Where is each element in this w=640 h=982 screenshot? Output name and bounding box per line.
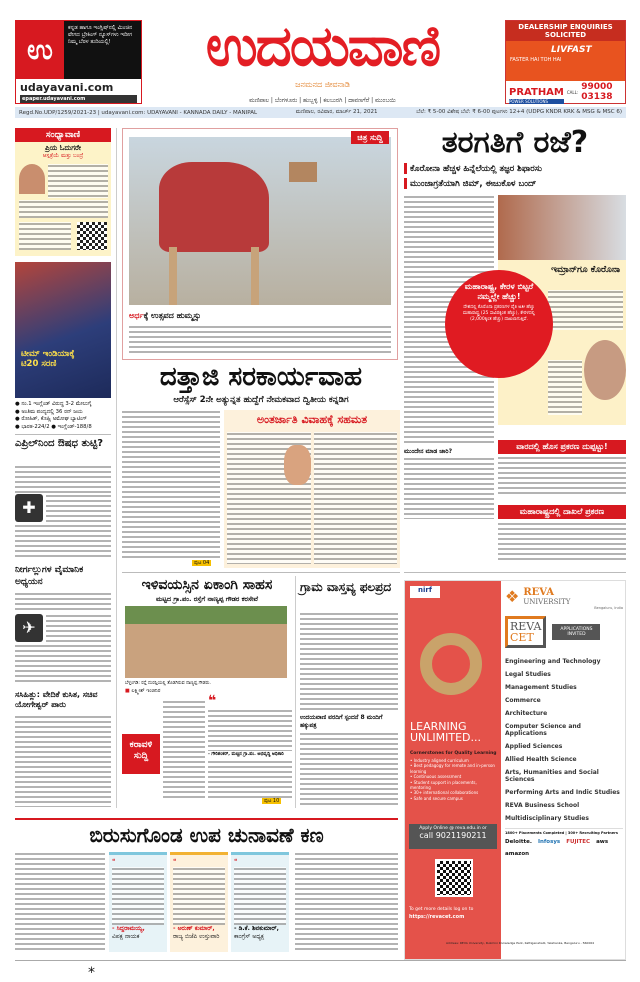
sandhyavani-box <box>15 128 111 256</box>
udayavani-logo: ಉ <box>16 21 64 79</box>
edition-cities: ಮಣಿಪಾಲ | ಬೆಂಗಳೂರು | ಹುಬ್ಬಳ್ಳಿ | ಕಲಬುರಗಿ | ದಾವಣಗೆರೆ | ಮುಂಬಯಿ <box>249 97 396 104</box>
infinity-graphic <box>420 633 482 695</box>
photo-caption: ಕ್ಕೆ ಉತ್ಸವದ ಹುಮ್ಮಸ್ಸು <box>143 311 201 320</box>
deck-line: ಕೊರೋನಾ ಹೆಚ್ಚಳ ಹಿನ್ನೆಲೆಯಲ್ಲಿ ತಜ್ಞರ ಶಿಫಾರಸು <box>410 164 542 174</box>
masthead-tagline: ಜನಮನದ ಜೀವನಾಡಿ <box>295 80 350 89</box>
qr-code[interactable] <box>435 859 473 897</box>
medicine-icon: ✚ <box>15 494 43 522</box>
quote-role: ರಾಜ್ಯ ಬಿಜೆಪಿ ಉಸ್ತುವಾರಿ <box>173 933 220 941</box>
columnist-photo <box>19 164 45 194</box>
quote-icon: ❝ <box>112 858 116 865</box>
quote-box <box>170 852 228 952</box>
reva-location: Bengaluru, India <box>594 606 623 610</box>
apply-online[interactable]: Apply Online @ reva.edu.in or <box>419 826 487 831</box>
registration: Regd.No.UDP/1259/2021-23 | udayavani.com: UDAYAVANI - KANNADA DAILY - MANIPAL <box>19 109 258 116</box>
road-photo <box>125 606 287 678</box>
issue-date: ಮಣಿಪಾಲ, ರವಿವಾರ, ಮಾರ್ಚ್ 21, 2021 <box>295 109 378 115</box>
reva-tagline: LEARNING UNLIMITED... <box>410 720 482 744</box>
jump-link[interactable]: ಪುಟ 10 <box>264 798 280 804</box>
ad-company: PRATHAM <box>509 87 564 98</box>
covid-photo <box>498 195 626 260</box>
sidebar-intercaste <box>224 410 400 568</box>
cricket-bullets: ● ನಂ.1 ಇಂಗ್ಲೆಂಡ್ ವಿರುದ್ಧ 3-2 ಮೇಲುಗೈ ● ಅಂತಿಮ ಪಂದ್ಯದಲ್ಲಿ 36 ರನ್ ಜಯ ● ರೋಹಿತ್, ಕೊಹ್ಲಿ ಅಮೋಘ ಬ್ಯಾಟಿಂಗ್ ● ಭಾರತ-224/2 ● ಇಂಗ್ಲೆಂಡ್-188/8 <box>15 401 92 431</box>
quote-author: - ಸಿದ್ದರಾಮಯ್ಯ, <box>112 924 145 932</box>
imran-photo <box>584 340 626 400</box>
circle-body: ದೇಶದಲ್ಲಿ ಕೊರೊನಾ ಪ್ರಕರಣಗಳ ಪೈಕಿ ಅತೀ ಹೆಚ್ಚು ಮಹಾರಾಷ್ಟ್ರ (25 ಸಾವಿರಕ್ಕಿಂತ ಹೆಚ್ಚು), ಕೇರಳದಲ್ಲಿ (2,000ಕ್ಕಿಂತ ಹೆಚ್ಚು) ದಾಖಲಾಗುತ್ತಿವೆ. <box>463 305 535 323</box>
promo-message: ಕನ್ನಡ ಹಾಗೂ ಇಂಗ್ಲಿಷ್‌ನಲ್ಲಿ ಮಿಂಚಿನ ವೇಗದ ಬ್ರೇಕಿಂಗ್ ನ್ಯೂಸ್‌ಗಳು ಇದೀಗ ನಿಮ್ಮ ಬೆರಳ ತುದಿಯಲ್ಲಿ! <box>64 21 141 79</box>
road-caption: ಬೆಳ್ತಂಗಡಿ: ರಸ್ತೆ ದುರಸ್ತಿಯಲ್ಲಿ ತೊಡಗಿರುವ ನಾಣ್ಯಪ್ಪ ಗೌಡರು. <box>125 681 211 686</box>
ad-phone: 99000 03138 <box>581 82 613 102</box>
solo-subhead: ಮಟ್ಟದ ಗ್ರಾ.ಪಂ. ರಸ್ತೆಗೆ ನಾಣ್ಯಪ್ಪ ಗೌಡರ ಕರಸೇವೆ <box>156 595 258 603</box>
nirf-badge: nirf <box>410 586 440 598</box>
cricket-photo <box>15 262 111 398</box>
quote-by: - ಗೌರಿಶಂಕರ್, ಮಚ್ಚಿನ ಗ್ರಾ.ಪಂ. ಅಭಿವೃದ್ಧಿ ಅಧಿಕಾರಿ <box>208 752 284 757</box>
sidebar-headline: ಅಂತರ್ಜಾತಿ ವಿವಾಹಕ್ಕೆ ಸಹಮತ <box>256 413 368 426</box>
cornerstones-title: Cornerstones for Quality Learning <box>410 751 497 756</box>
jump-link[interactable]: ಪುಟ 04 <box>194 560 210 566</box>
bullet: ರೋಹಿತ್, ಕೊಹ್ಲಿ ಅಮೋಘ ಬ್ಯಾಟಿಂಗ್ <box>21 416 87 423</box>
reva-name2: UNIVERSITY <box>523 598 571 606</box>
solo-quote <box>208 690 292 757</box>
quote-author: - ಅರುಣ್ ಕುಮಾರ್, <box>173 924 215 932</box>
more-details: To get more details log on to <box>409 907 474 912</box>
bullet: ಭಾರತ-224/2 ● ಇಂಗ್ಲೆಂಡ್-188/8 <box>21 424 92 431</box>
right-subhead: ಮುಂದೇನ ಮಾಡ ಜಾರಿ? <box>404 448 453 455</box>
photo-news <box>122 128 398 360</box>
greeting: ಪ್ರಿಯ ಓದುಗರೇ <box>45 144 81 152</box>
week-headline: ವಾರದಲ್ಲಿ ಹೊಸ ಪ್ರಕರಣ ದುಪ್ಪಟ್ಟು! <box>498 440 626 454</box>
ad-brand: LIVFAST <box>551 45 592 55</box>
ad-slogan: FASTER HAI TOH HAI <box>510 57 562 63</box>
village-subhead: ಉದಯವಾಣಿ ವರದಿಗೆ ಸ್ಪಂದನೆ 8 ಮಂದಿಗೆ ಹಕ್ಕುಪತ್ರ <box>300 714 383 729</box>
cet-label2: CET <box>510 631 534 644</box>
lead-headline: ದತ್ತಾಜಿ ಸರಕಾರ್ಯವಾಹ <box>159 362 363 392</box>
reva-logo-icon: ❖ <box>505 587 520 606</box>
covid-stats-circle <box>445 270 553 378</box>
recruiter-logos: Deloitte. Infosys FUJITEC aws amazon <box>505 839 609 857</box>
quote-icon: ❝ <box>208 693 217 709</box>
quote-author: - ಡಿ.ಕೆ. ಶಿವಕುಮಾರ್, <box>234 924 279 932</box>
qr-code[interactable] <box>77 222 107 250</box>
site-link[interactable]: udayavani.com <box>20 81 114 94</box>
byline: ಲಕ್ಷ್ಮೀಶ್ ಇಂಜಿನಿರ <box>131 688 161 694</box>
karavali-kicker: ಕರಾವಳಿ ಸುದ್ದಿ <box>122 734 160 774</box>
ad-call-label: CALL: <box>566 89 579 95</box>
village-headline: ಗ್ರಾಮ ವಾಸ್ತವ್ಯ ಫಲಪ್ರದ <box>300 580 392 594</box>
masthead-title: ಉದಯವಾಣಿ <box>205 14 440 79</box>
lead-subhead: ಆರೆಸ್ಸೆಸ್ 2ನೇ ಅತ್ಯುನ್ನತ ಹುದ್ದೆಗೆ ನೇಮಕವಾದ ದ್ವಿತೀಯ ಕನ್ನಡಿಗ <box>173 395 349 405</box>
reva-name: REVA <box>523 587 555 598</box>
ad-headline: DEALERSHIP ENQUIRIES SOLICITED <box>506 21 625 41</box>
maha-headline: ಮಹಾರಾಷ್ಟ್ರದಲ್ಲಿ ದಾಖಲೆ ಪ್ರಕರಣ <box>498 505 626 519</box>
right-lead-headline: ತರಗತಿಗೆ ರಜೆ? <box>441 125 589 160</box>
deck-line: ಮುಂಜಾಗ್ರತೆಯಾಗಿ ಜಿಮ್, ಈಜುಕೊಳ ಬಂದ್ <box>410 179 537 189</box>
epaper-link[interactable]: epaper.udayavani.com <box>20 95 137 103</box>
photo-news-kicker: ಚಿತ್ರ ಸುದ್ದಿ <box>351 131 389 144</box>
airplane-icon: ✈ <box>15 614 43 642</box>
camel-photo <box>129 137 391 305</box>
bullet: ನಂ.1 ಇಂಗ್ಲೆಂಡ್ ವಿರುದ್ಧ 3-2 ಮೇಲುಗೈ <box>21 401 92 407</box>
ad-company-sub: POWER SOLUTIONS <box>509 99 564 104</box>
app-promo[interactable] <box>15 20 142 104</box>
placements: 1800+ Placements Completed | 300+ Recruiting Partners <box>505 828 623 835</box>
imran-headline: ಇಮ್ರಾನ್‌ಗೂ ಕೊರೊನಾ <box>551 265 620 275</box>
headline-glacier: ನೀರ್ಗಲ್ಲುಗಳ ವೈಮಾನಿಕ ಅಧ್ಯಯನ <box>15 565 84 587</box>
quote-icon: ❝ <box>234 858 238 865</box>
quote-role: ಕಾಂಗ್ರೆಸ್ ಅಧ್ಯಕ್ಷ <box>234 933 265 941</box>
bullet: ಅಂತಿಮ ಪಂದ್ಯದಲ್ಲಿ 36 ರನ್ ಜಯ <box>21 408 83 415</box>
caption-highlight: ಅರ್ಧ <box>129 311 144 320</box>
price: ಬೆಲೆ: ₹ 5-00 ವಿಶೇಷ ಬೆಲೆ: ₹ 6-00 ಪುಟಗಳು 12+4 (UDPG KNDR KRK & MSG & MSC 6) <box>416 109 622 115</box>
footer-mark: * <box>88 965 95 981</box>
quote-role: ವಿಪಕ್ಷ ನಾಯಕ <box>112 933 140 941</box>
headline-stage-collapse: ಸಸಿಹಿತ್ಲು: ವೇದಿಕೆ ಕುಸಿತ, ಸಚಿವ ಯೋಗೇಶ್ವರ್ ಪಾರು <box>15 690 98 710</box>
quote-box <box>231 852 289 952</box>
person-photo <box>284 445 311 485</box>
reva-ad[interactable] <box>404 580 626 960</box>
sandhyavani-sub: ಆಸ್ಪತ್ರೆಯೆ ಮತ್ತು ಬಂದ್ರೆ <box>42 153 84 159</box>
quote-icon: ❝ <box>173 858 177 865</box>
cornerstones-list: • Industry aligned curriculum • Best pedagogy for remote and in-person learning • Continuous assessment • Student support in placements, mentoring • 30+ international collaborations • Safe and secure campus <box>410 758 495 801</box>
call-number[interactable]: call 9021190211 <box>419 831 487 840</box>
cricket-caption: ಟೀಮ್ ಇಂಡಿಯಾಕ್ಕೆ ಟಿ20 ಸರಣಿ <box>21 349 75 369</box>
applications-invited: APPLICATIONS INVITED <box>552 624 600 640</box>
battery-ad[interactable] <box>505 20 626 104</box>
quote-box <box>109 852 167 952</box>
reva-address: Address: REVA University, Rukmini Knowledge Park, Kattigenahalli, Yelahanka, Bengaluru - 560064 <box>445 941 595 945</box>
headline-medicine: ಎಪ್ರಿಲ್‌ನಿಂದ ಔಷಧ ತುಟ್ಟಿ? <box>15 438 104 449</box>
circle-headline: ಮಹಾರಾಷ್ಟ್ರ, ಕೇರಳ ಬಿಟ್ಟರೆ ನಮ್ಮಲ್ಲೇ ಹೆಚ್ಚು! <box>464 282 534 301</box>
reva-url[interactable]: https://revacet.com <box>409 914 465 920</box>
programs-list: Engineering and Technology Legal Studies Management Studies Commerce Architecture Computer Science and Applications Applied Sciences Allied Health Science Arts, Humanities and Social Sciences Performing Arts and Indic Studies REVA Business School Multidisciplinary Studies <box>505 658 620 822</box>
cet-label: REVA <box>510 620 542 633</box>
bypoll-headline: ಬಿರುಸುಗೊಂಡ ಉಪ ಚುನಾವಣೆ ಕಣ <box>89 823 324 847</box>
solo-headline: ಇಳಿವಯಸ್ಸಿನ ಏಕಾಂಗಿ ಸಾಹಸ <box>141 577 273 593</box>
sandhyavani-kicker: ಸಂಧ್ಯಾವಾಣಿ <box>15 128 111 142</box>
info-bar <box>15 107 626 118</box>
